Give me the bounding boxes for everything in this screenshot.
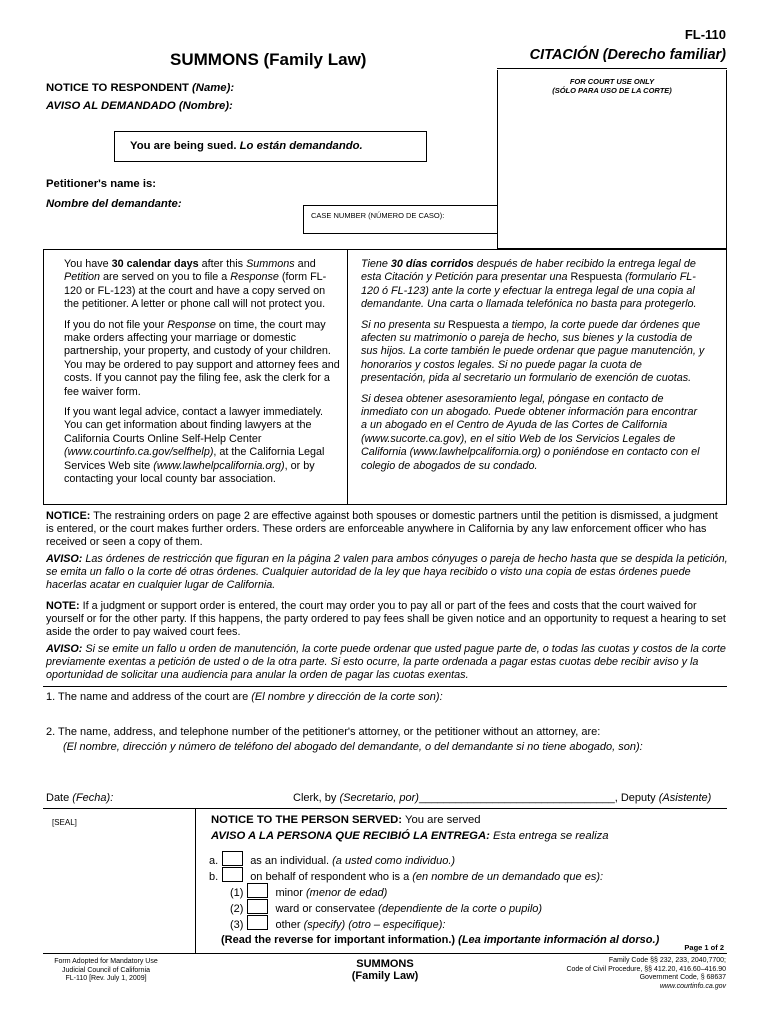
deputy-english: , Deputy bbox=[614, 792, 659, 804]
notice-to-respondent-name-hint: (Name): bbox=[192, 82, 235, 94]
served-title bbox=[211, 813, 481, 828]
instr-en-p1-f: Petition bbox=[64, 271, 101, 284]
instr-es-p1-e: (formulario FL-120 ó FL-123) ante la corte y efectuar la entrega legal de una copia al demandante. Una carta o llamada telefónica no basta para protegerlo. bbox=[361, 271, 697, 311]
instructions-divider bbox=[347, 249, 348, 505]
footer-right-line3: Government Code, § 68637 bbox=[639, 974, 726, 981]
instr-en-p1-h: Response bbox=[230, 271, 279, 284]
item-1-court-name bbox=[46, 690, 443, 705]
instructions-spanish bbox=[361, 258, 705, 473]
item-2-attorney-spanish: (El nombre, dirección y número de teléfono del abogado del demandante, o del demandante si no tiene abogado, son): bbox=[63, 741, 643, 753]
sued-text bbox=[130, 140, 363, 152]
clerk-spanish: (Secretario, por) bbox=[339, 792, 419, 804]
date-spanish: (Fecha): bbox=[72, 792, 114, 804]
served-title-spanish bbox=[211, 829, 609, 844]
footer-right bbox=[496, 957, 726, 991]
notice-to-respondent-text: NOTICE TO RESPONDENT bbox=[46, 82, 193, 94]
served-title-english: NOTICE TO THE PERSON SERVED: bbox=[211, 814, 403, 826]
case-number-rule bbox=[303, 205, 497, 206]
instr-en-p1-i: (form FL-120 or FL-123) at the court and have a copy served on the petitioner. A letter or phone call will not protect you. bbox=[64, 271, 327, 311]
option-b1-number: (1) bbox=[230, 887, 244, 899]
footer-right-website[interactable]: www.courtinfo.ca.gov bbox=[659, 982, 726, 990]
note-fees bbox=[46, 600, 728, 640]
clerk-english: Clerk, by bbox=[293, 792, 340, 804]
notices-rule bbox=[43, 686, 727, 687]
option-a-letter: a. bbox=[209, 855, 219, 867]
instr-es-p1-c: después de haber recibido la entrega legal de esta Citación y Petición para presentar una bbox=[361, 258, 696, 284]
option-b-english: on behalf of respondent who is a bbox=[250, 871, 413, 883]
instr-en-p1-d: Summons bbox=[246, 258, 295, 270]
instr-en-p3-b: (www.courtinfo.ca.gov/selfhelp) bbox=[64, 446, 214, 459]
case-number-divider bbox=[303, 205, 304, 233]
option-b3-english: other bbox=[275, 919, 304, 931]
footer-center bbox=[320, 958, 450, 982]
aviso-label: AVISO: bbox=[46, 553, 83, 565]
header-rule bbox=[497, 68, 727, 69]
aviso-fees-text: Si se emite un fallo u orden de manutención, la corte puede ordenar que usted pague parte de, o todas las cuotas y costos de la corte previamente exentas a petición de usted o de la otra parte. Si esto ocurre, la parte ordenada a pagar estas cuotas debe recibir aviso y la oportunidad de solicitar una audiencia para anular la orden de pagar las cuotas exentas. bbox=[46, 643, 726, 682]
instr-en-p2-c: on time, the court may make orders affecting your marriage or domestic partnership, your property, and custody of your children. You may be ordered to pay support and attorney fees and costs. If you cannot pay the filing fee, ask the clerk for a fee waiver form. bbox=[64, 318, 340, 398]
sued-text-english: You are being sued. bbox=[130, 140, 240, 152]
option-b1-english: minor bbox=[275, 887, 307, 899]
instr-en-p3-c: , at the California Legal Services Web site bbox=[64, 446, 325, 472]
petitioner-label-spanish: Nombre del demandante: bbox=[46, 198, 182, 210]
footer-left-line3: FL-110 [Rev. July 1, 2009] bbox=[65, 975, 147, 982]
aviso-fees-label: AVISO: bbox=[46, 643, 83, 655]
court-use-box bbox=[497, 70, 727, 249]
page-title: SUMMONS (Family Law) bbox=[170, 50, 367, 69]
seal-top-rule bbox=[43, 808, 727, 809]
court-use-label: FOR COURT USE ONLY bbox=[569, 77, 655, 86]
instr-en-p2-b: Response bbox=[167, 318, 216, 331]
instructions-english bbox=[64, 258, 340, 487]
served-title-rest: You are served bbox=[402, 814, 481, 826]
deputy-spanish: (Asistente) bbox=[658, 792, 712, 804]
instr-en-p1-b: 30 calendar days bbox=[111, 258, 199, 270]
footer-center-line1: SUMMONS bbox=[356, 958, 414, 970]
page-title-spanish: CITACIÓN (Derecho familiar) bbox=[529, 47, 726, 63]
form-number: FL-110 bbox=[684, 27, 726, 42]
instr-es-p1-d: Respuesta bbox=[570, 271, 623, 284]
read-reverse-english: (Read the reverse for important information.) bbox=[221, 934, 459, 946]
aviso-restraining-orders bbox=[46, 553, 728, 593]
footer-center-line2: (Family Law) bbox=[351, 970, 419, 982]
instr-es-p1-a: Tiene bbox=[361, 258, 391, 270]
option-a-english: as an individual. bbox=[250, 855, 333, 867]
seal-label: [SEAL] bbox=[52, 818, 77, 827]
instr-en-p1-a: You have bbox=[64, 258, 112, 270]
ward-checkbox[interactable] bbox=[247, 899, 268, 914]
note-text: If a judgment or support order is entered, the court may order you to pay all or part of the fees and costs that the court waived for yourself or for the other party. If this happens, the party ordered to pay fees shall be given notice and an opportunity to request a hearing to set aside the order to pay waived court fees. bbox=[46, 600, 726, 639]
served-title-spanish-rest: Esta entrega se realiza bbox=[489, 830, 609, 842]
clerk-label bbox=[293, 791, 711, 806]
footer-left-line1: Form Adopted for Mandatory Use bbox=[54, 958, 158, 965]
sued-text-spanish: Lo están demandando. bbox=[239, 140, 363, 152]
item-2-attorney: 2. The name, address, and telephone number of the petitioner's attorney, or the petitioner without an attorney, are: bbox=[46, 726, 601, 738]
instr-en-p2-a: If you do not file your bbox=[64, 318, 168, 331]
aviso-fees bbox=[46, 643, 728, 683]
notice-restraining-orders bbox=[46, 510, 728, 550]
footer-left bbox=[46, 958, 166, 984]
instr-en-p3-e: , or by contacting your local county bar association. bbox=[64, 459, 315, 486]
read-reverse-note bbox=[221, 933, 659, 948]
notice-to-respondent-label bbox=[46, 82, 234, 94]
instr-es-p1-b: 30 días corridos bbox=[390, 258, 474, 270]
instr-en-p1-c: after this bbox=[198, 258, 247, 270]
individual-checkbox[interactable] bbox=[222, 851, 243, 866]
footer-right-line2: Code of Civil Procedure, §§ 412.20, 416.60–416.90 bbox=[566, 965, 726, 973]
instr-en-p1-g: are served on you to file a bbox=[100, 271, 231, 284]
notice-label: NOTICE: bbox=[46, 510, 91, 522]
case-number-bottom-rule bbox=[303, 233, 497, 234]
instr-es-p3: Si desea obtener asesoramiento legal, póngase en contacto de inmediato con un abogado. Puede obtener información para encontrar a un abogado en el Centro de Ayuda de las Cortes de California (www.sucorte.ca.gov), en el sitio Web de los Servicios Legales de California (www.lawhelpcalifornia.org) o poniéndose en contacto con el colegio de abogados de su condado. bbox=[361, 392, 700, 472]
court-use-label-spanish: (SÓLO PARA USO DE LA CORTE) bbox=[552, 86, 672, 95]
instr-es-p2-b: Respuesta bbox=[448, 318, 500, 331]
instr-es-p2-c: a tiempo, la corte puede dar órdenes que afecten su matrimonio o pareja de hecho, sus bienes y la custodia de sus hijos. La corte también le puede ordenar que pague manutención, y honorarios y costos legales. Si no puede pagar la cuota de presentación, pida al secretario un formulario de exención de cuotas. bbox=[361, 318, 705, 385]
read-reverse-spanish: (Lea importante información al dorso.) bbox=[458, 934, 660, 946]
option-b2-spanish: (dependiente de la corte o pupilo) bbox=[378, 903, 543, 915]
notice-text: The restraining orders on page 2 are effective against both spouses or domestic partners until the petition is dismissed, a judgment is entered, or the court makes further orders. These orders are enforceable anywhere in California by any law enforcement officer who has received or seen a copy of them. bbox=[46, 510, 718, 549]
other-checkbox[interactable] bbox=[247, 915, 268, 930]
footer-right-line1: Family Code §§ 232, 233, 2040,7700; bbox=[608, 957, 726, 964]
item-1-english: 1. The name and address of the court are bbox=[46, 691, 252, 703]
instr-en-p3-a: If you want legal advice, contact a lawyer immediately. You can get information about finding lawyers at the California Courts Online Self-Help Center bbox=[64, 406, 324, 445]
behalf-of-respondent-checkbox[interactable] bbox=[222, 867, 243, 882]
option-b2-number: (2) bbox=[230, 903, 244, 915]
aviso-text: Las órdenes de restricción que figuran en la página 2 valen para ambos cónyuges o pareja de hecho hasta que se despida la petición, se emita un fallo o la corte dé otras órdenes. Cualquier autoridad de la ley que haya recibido o visto una copia de estas órdenes puede hacerlas acatar en cualquier lugar de California. bbox=[46, 553, 728, 592]
date-english: Date bbox=[46, 792, 73, 804]
option-b3-number: (3) bbox=[230, 919, 244, 931]
seal-bottom-rule bbox=[43, 953, 727, 954]
item-1-spanish: (El nombre y dirección de la corte son): bbox=[251, 691, 443, 703]
option-b3-spanish: (specify) (otro – especifique): bbox=[303, 919, 446, 931]
clerk-signature-line[interactable]: ________________________________ bbox=[418, 792, 615, 804]
page-number: Page 1 of 2 bbox=[684, 943, 724, 952]
instr-en-p3-d: (www.lawhelpcalifornia.org) bbox=[153, 459, 285, 472]
date-label bbox=[46, 791, 113, 806]
note-label: NOTE: bbox=[46, 600, 80, 612]
minor-checkbox[interactable] bbox=[247, 883, 268, 898]
option-a-spanish: (a usted como individuo.) bbox=[332, 855, 456, 867]
footer-left-line2: Judicial Council of California bbox=[62, 966, 150, 974]
instr-es-p2-a: Si no presenta su bbox=[361, 318, 449, 331]
seal-divider bbox=[195, 808, 196, 953]
option-b2-english: ward or conservatee bbox=[275, 903, 379, 915]
served-title-spanish-bold: AVISO A LA PERSONA QUE RECIBIÓ LA ENTREGA: bbox=[211, 830, 490, 842]
served-option-b3 bbox=[230, 915, 445, 933]
petitioner-label: Petitioner's name is: bbox=[46, 178, 157, 190]
option-b-spanish: (en nombre de un demandado que es): bbox=[412, 871, 604, 883]
aviso-al-demandado-label: AVISO AL DEMANDADO (Nombre): bbox=[46, 100, 233, 112]
case-number-label: CASE NUMBER (NÚMERO DE CASO): bbox=[311, 211, 445, 220]
option-b-letter: b. bbox=[209, 871, 219, 883]
option-b1-spanish: (menor de edad) bbox=[306, 887, 388, 899]
instr-en-p1-e: and bbox=[294, 258, 316, 270]
